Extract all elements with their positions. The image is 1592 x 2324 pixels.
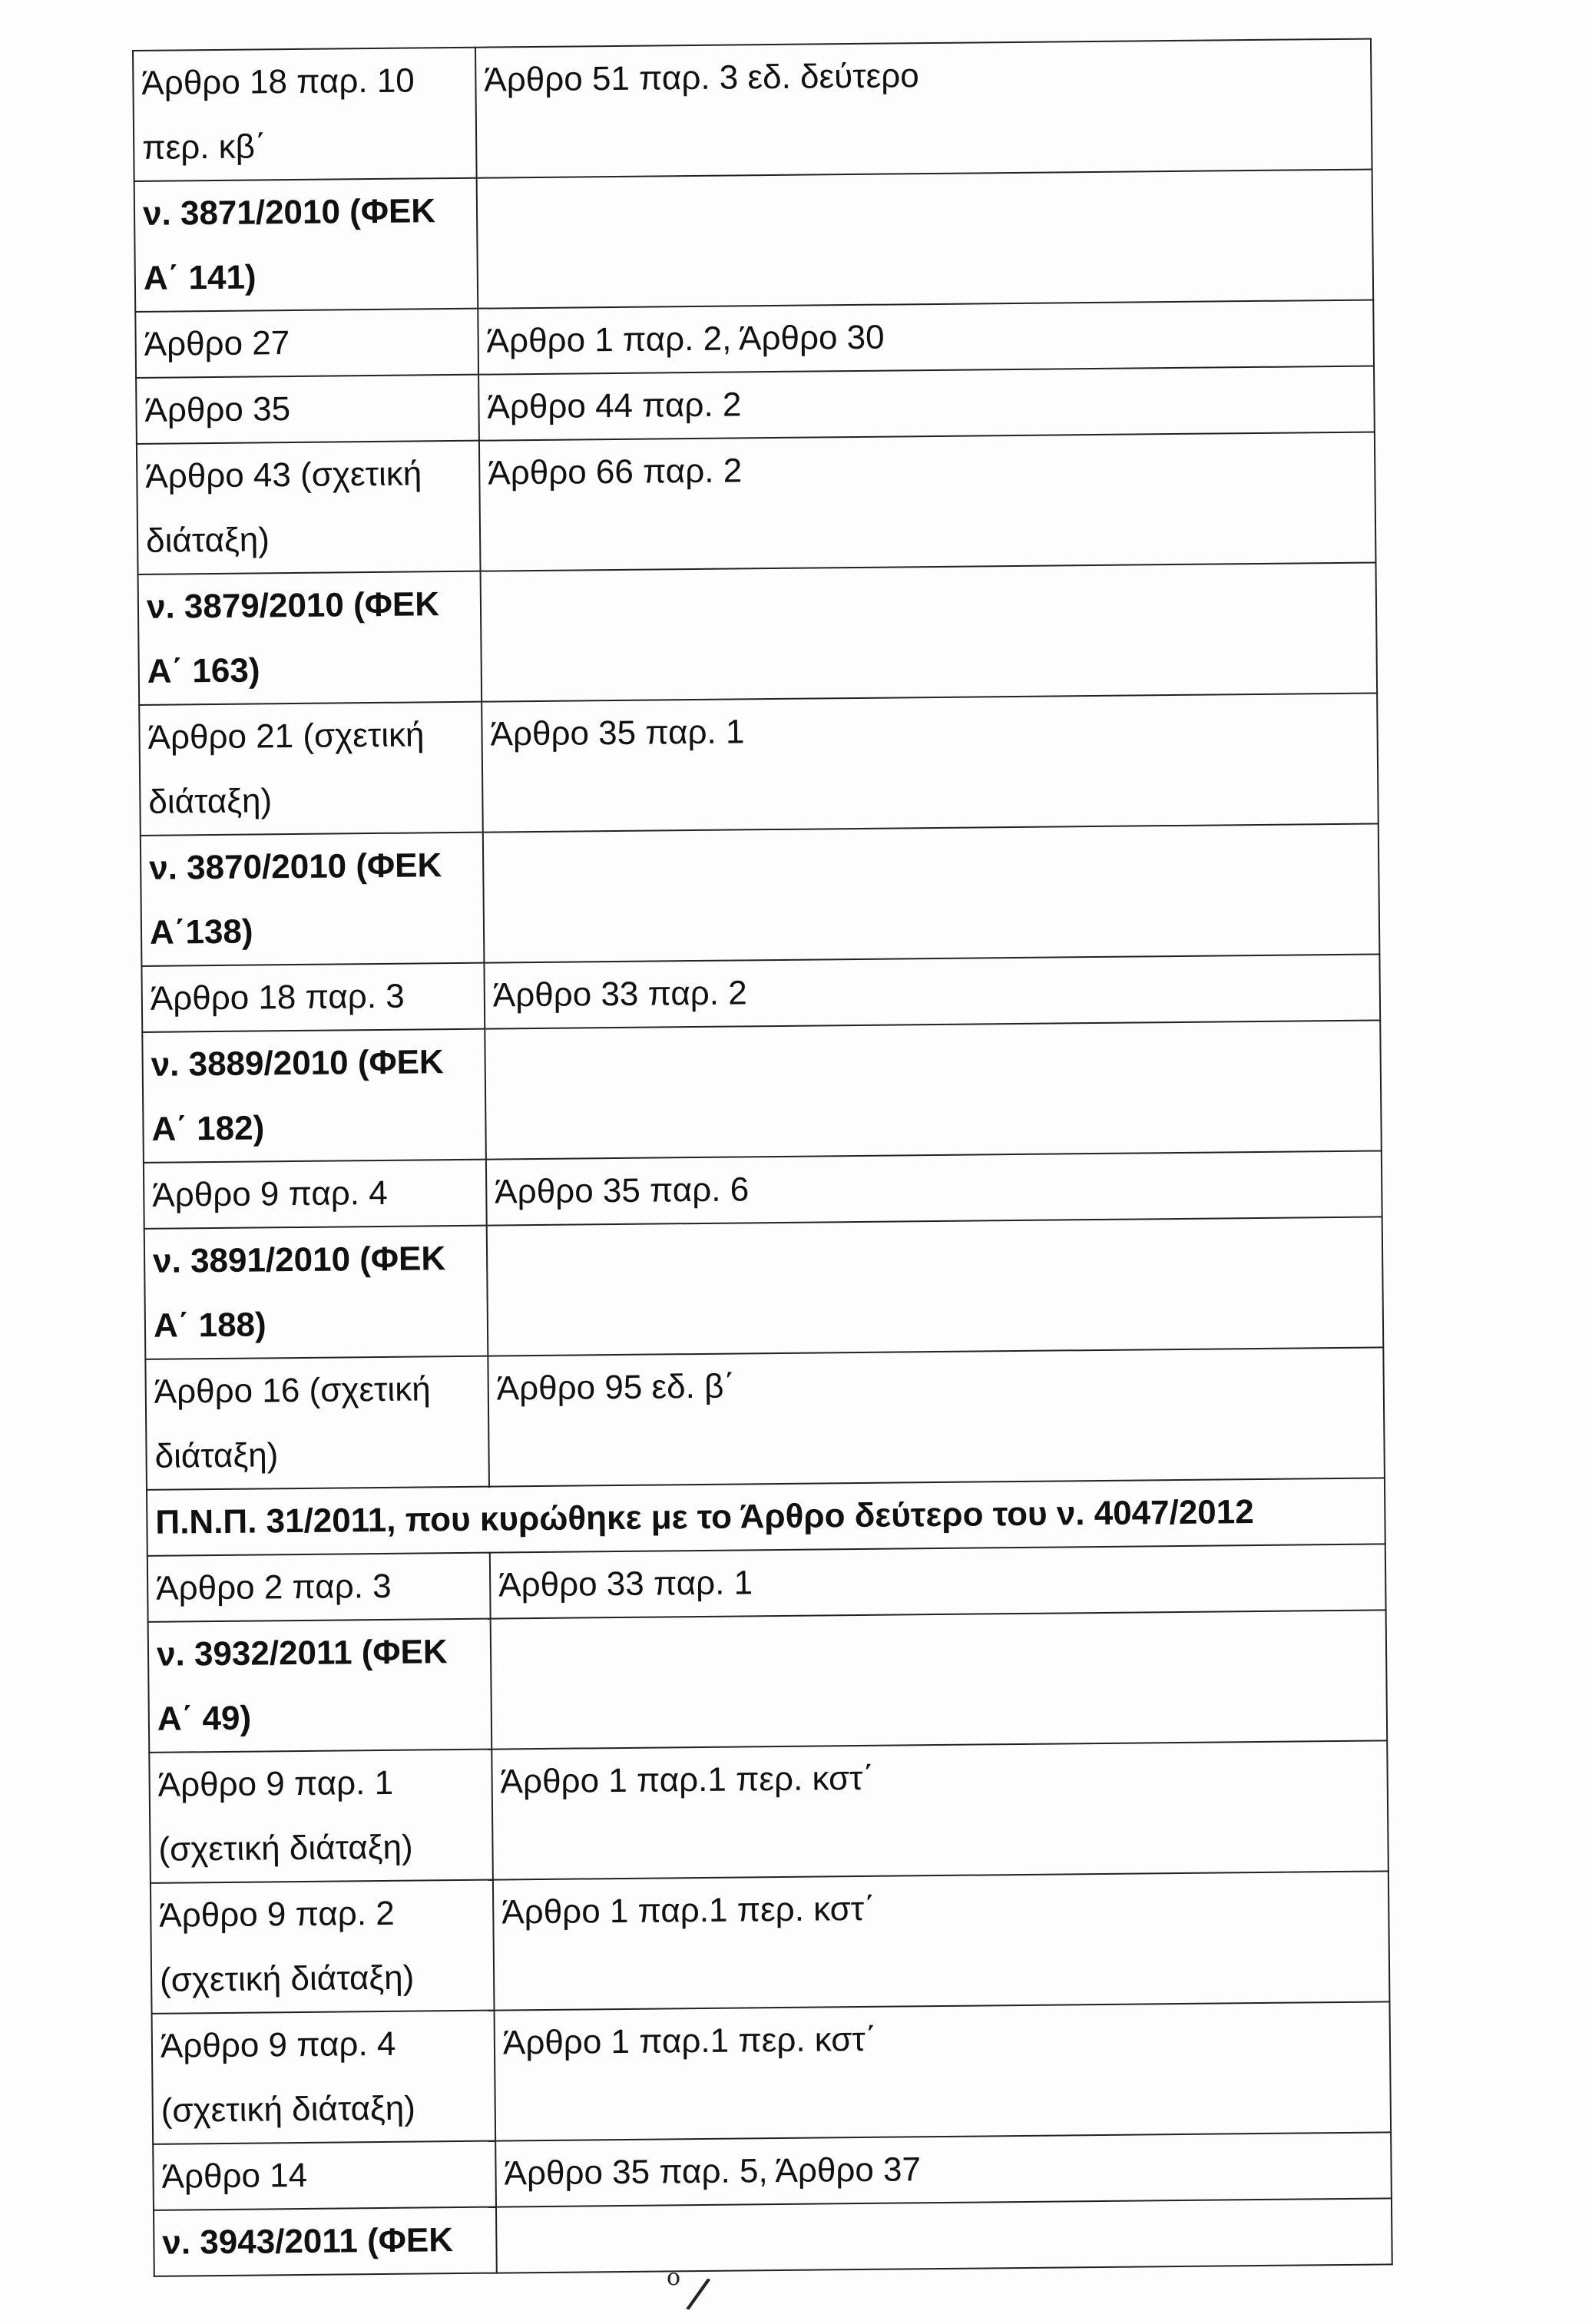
empty-cell — [485, 1020, 1382, 1159]
table-row — [141, 954, 1380, 1031]
concordance-table — [132, 38, 1393, 2277]
law-reference-cell: ν. 3943/2011 (ΦΕΚ — [154, 2207, 497, 2276]
new-provision-cell: Άρθρο 33 παρ. 2 — [484, 954, 1380, 1028]
handwritten-page-mark — [667, 2264, 759, 2318]
law-reference-cell: ν. 3891/2010 (ΦΕΚ Α΄ 188) — [144, 1226, 488, 1359]
law-reference-cell: ν. 3889/2010 (ΦΕΚ Α΄ 182) — [142, 1029, 486, 1163]
law-heading-row — [148, 1610, 1388, 1752]
table-row — [133, 39, 1372, 181]
table-body — [133, 39, 1392, 2276]
old-provision-cell: Άρθρο 9 παρ. 2 (σχετική διάταξη) — [151, 1880, 495, 2014]
table-row — [144, 1150, 1382, 1228]
table-row — [145, 1347, 1385, 1489]
page-mark-circle: ο — [667, 2264, 681, 2291]
table-row — [136, 366, 1375, 443]
section-heading-row — [147, 1478, 1385, 1555]
new-provision-cell: Άρθρο 1 παρ.1 περ. κστ΄ — [495, 2001, 1392, 2140]
old-provision-cell: Άρθρο 18 παρ. 10 περ. κβ΄ — [133, 48, 477, 181]
law-heading-row — [141, 823, 1380, 965]
old-provision-cell: Άρθρο 43 (σχετική διάταξη) — [137, 441, 481, 574]
new-provision-cell: Άρθρο 1 παρ. 2, Άρθρο 30 — [478, 300, 1374, 375]
old-provision-cell: Άρθρο 16 (σχετική διάταξη) — [145, 1356, 489, 1490]
table-row — [139, 693, 1379, 835]
concordance-table-wrapper — [132, 38, 1419, 2277]
new-provision-cell: Άρθρο 1 παρ.1 περ. κστ΄ — [493, 1871, 1390, 2010]
table-row — [149, 1740, 1388, 1882]
law-reference-cell: ν. 3871/2010 (ΦΕΚ Α΄ 141) — [134, 178, 478, 312]
table-row — [135, 300, 1374, 378]
table-row — [152, 2001, 1392, 2144]
table-row — [147, 1544, 1386, 1621]
new-provision-cell: Άρθρο 33 παρ. 1 — [490, 1544, 1386, 1618]
old-provision-cell: Άρθρο 14 — [153, 2141, 496, 2210]
new-provision-cell: Άρθρο 51 παρ. 3 εδ. δεύτερο — [475, 39, 1372, 178]
old-provision-cell: Άρθρο 9 παρ. 1 (σχετική διάταξη) — [149, 1750, 493, 1883]
section-heading-cell: Π.Ν.Π. 31/2011, που κυρώθηκε με το Άρθρο δεύτερο του ν. 4047/2012 — [147, 1478, 1385, 1555]
new-provision-cell: Άρθρο 35 παρ. 6 — [486, 1150, 1382, 1225]
law-heading-row — [134, 170, 1374, 312]
old-provision-cell: Άρθρο 2 παρ. 3 — [147, 1553, 491, 1622]
law-reference-cell: ν. 3879/2010 (ΦΕΚ Α΄ 163) — [138, 571, 482, 705]
law-reference-cell: ν. 3870/2010 (ΦΕΚ Α΄138) — [141, 833, 485, 966]
old-provision-cell: Άρθρο 35 — [136, 375, 479, 444]
new-provision-cell: Άρθρο 95 εδ. β΄ — [488, 1347, 1385, 1486]
table-row — [151, 1871, 1390, 2013]
new-provision-cell: Άρθρο 1 παρ.1 περ. κστ΄ — [492, 1740, 1388, 1879]
empty-cell — [483, 823, 1380, 962]
old-provision-cell: Άρθρο 27 — [135, 309, 478, 378]
law-reference-cell: ν. 3932/2011 (ΦΕΚ Α΄ 49) — [148, 1619, 492, 1753]
new-provision-cell: Άρθρο 44 παρ. 2 — [478, 366, 1375, 440]
law-heading-row — [142, 1020, 1382, 1162]
empty-cell — [491, 1610, 1388, 1749]
empty-cell — [477, 170, 1374, 309]
empty-cell — [496, 2198, 1392, 2273]
table-row — [153, 2132, 1392, 2210]
old-provision-cell: Άρθρο 9 παρ. 4 — [144, 1160, 487, 1229]
new-provision-cell: Άρθρο 35 παρ. 5, Άρθρο 37 — [495, 2132, 1392, 2206]
empty-cell — [487, 1217, 1384, 1356]
table-row — [137, 432, 1376, 574]
new-provision-cell: Άρθρο 35 παρ. 1 — [482, 693, 1379, 832]
new-provision-cell: Άρθρο 66 παρ. 2 — [479, 432, 1376, 571]
law-heading-row — [144, 1217, 1384, 1359]
empty-cell — [481, 562, 1378, 701]
page-mark-stroke: / — [683, 2267, 713, 2320]
old-provision-cell: Άρθρο 9 παρ. 4 (σχετική διάταξη) — [152, 2011, 496, 2144]
law-heading-row — [154, 2198, 1392, 2276]
old-provision-cell: Άρθρο 21 (σχετική διάταξη) — [139, 702, 483, 836]
old-provision-cell: Άρθρο 18 παρ. 3 — [141, 963, 485, 1032]
law-heading-row — [138, 562, 1378, 704]
